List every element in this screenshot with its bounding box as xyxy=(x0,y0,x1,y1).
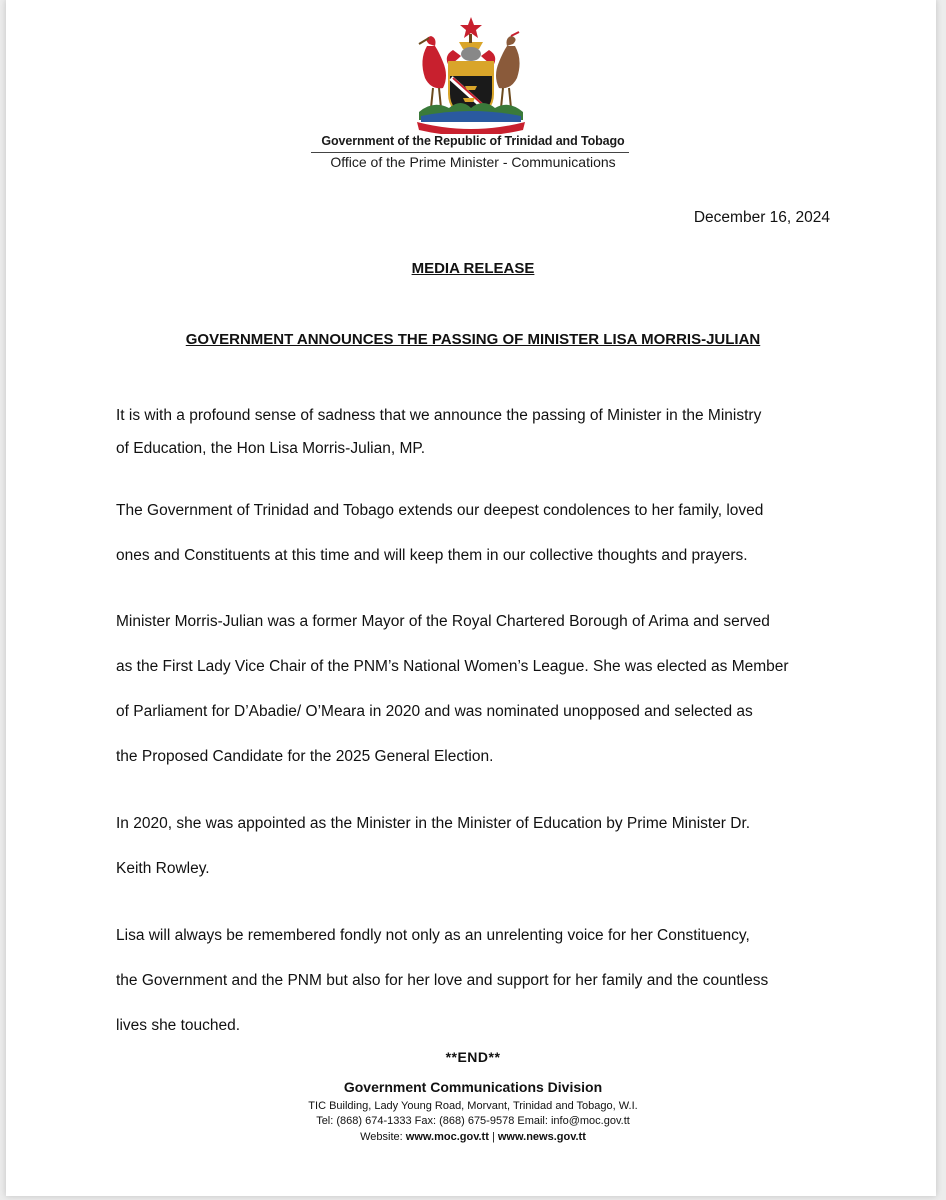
footer-website-link-moc[interactable]: www.moc.gov.tt xyxy=(405,1131,489,1143)
paragraph-line: ones and Constituents at this time and will keep them in our collective thoughts and prayers. xyxy=(116,547,748,564)
paragraph-line: Minister Morris-Julian was a former Mayor of the Royal Chartered Borough of Arima and served xyxy=(116,613,770,630)
paragraph-line: as the First Lady Vice Chair of the PNM’s National Women’s League. She was elected as Member xyxy=(116,658,789,675)
header-office-line: Office of the Prime Minister - Communications xyxy=(330,154,616,170)
document-type-heading: MEDIA RELEASE xyxy=(411,260,535,277)
paragraph-line: In 2020, she was appointed as the Minister in the Minister of Education by Prime Minister Dr. xyxy=(116,815,751,832)
header-divider xyxy=(311,152,629,153)
paragraph-appointment xyxy=(116,801,836,891)
paragraph-announcement xyxy=(116,399,836,465)
release-headline: GOVERNMENT ANNOUNCES THE PASSING OF MINISTER LISA MORRIS-JULIAN xyxy=(185,331,761,348)
footer-org-name: Government Communications Division xyxy=(343,1079,603,1095)
paragraph-line: Lisa will always be remembered fondly not only as an unrelenting voice for her Constituency, xyxy=(116,927,750,944)
footer-address: TIC Building, Lady Young Road, Morvant, Trinidad and Tobago, W.I. xyxy=(308,1100,638,1112)
footer-website-line xyxy=(0,1131,946,1143)
paragraph-line: The Government of Trinidad and Tobago extends our deepest condolences to her family, loved xyxy=(116,502,764,519)
paragraph-line: Keith Rowley. xyxy=(116,860,210,877)
paragraph-line: lives she touched. xyxy=(116,1017,241,1034)
release-date: December 16, 2024 xyxy=(693,209,830,226)
paragraph-remembrance xyxy=(116,913,836,1048)
footer-website-link-news[interactable]: www.news.gov.tt xyxy=(497,1131,586,1143)
paragraph-line: the Government and the PNM but also for her love and support for her family and the countless xyxy=(116,972,769,989)
coat-of-arms-emblem xyxy=(413,16,529,134)
paragraph-biography xyxy=(116,599,836,779)
footer-contact: Tel: (868) 674-1333 Fax: (868) 675-9578 Email: info@moc.gov.tt xyxy=(316,1115,630,1127)
paragraph-line: of Parliament for D’Abadie/ O’Meara in 2020 and was nominated unopposed and selected as xyxy=(116,703,753,720)
paragraph-line: of Education, the Hon Lisa Morris-Julian, MP. xyxy=(116,440,426,457)
paragraph-condolences xyxy=(116,488,836,578)
paragraph-line: It is with a profound sense of sadness that we announce the passing of Minister in the Ministry xyxy=(116,407,762,424)
header-government-line: Government of the Republic of Trinidad and Tobago xyxy=(321,134,625,148)
end-marker: **END** xyxy=(445,1049,501,1065)
footer-website-label: Website: xyxy=(360,1131,403,1143)
footer-website-separator: | xyxy=(491,1131,495,1143)
paragraph-line: the Proposed Candidate for the 2025 General Election. xyxy=(116,748,494,765)
